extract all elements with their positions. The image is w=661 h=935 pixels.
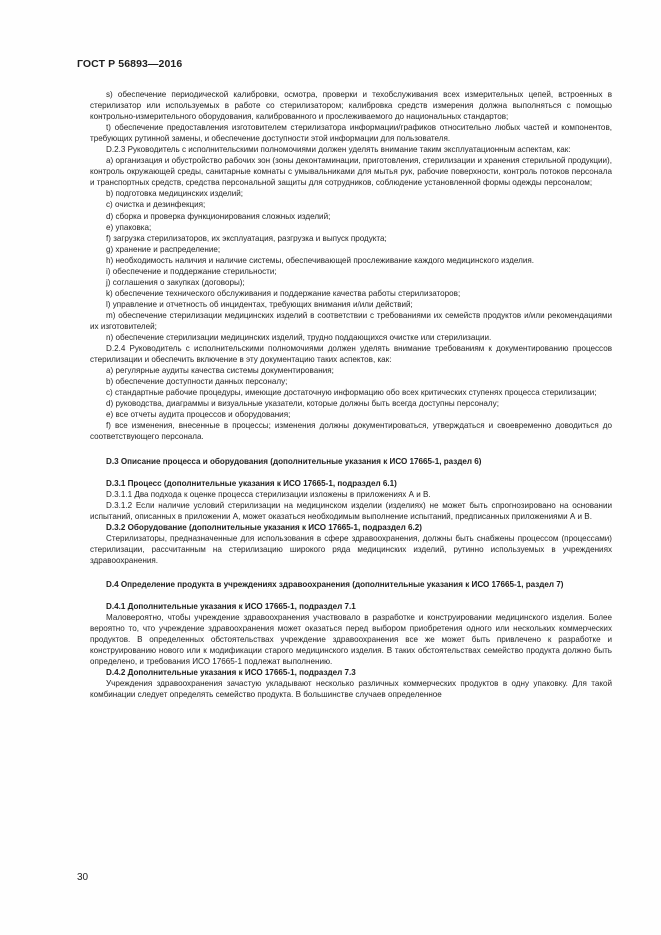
- section-heading: D.3.2 Оборудование (дополнительные указания к ИСО 17665-1, подраздел 6.2): [106, 522, 422, 532]
- paragraph: s) обеспечение периодической калибровки, осмотра, проверки и техобслуживания всех измерительных цепей, встроенных в стерилизатор или используемых в работе со стерилизатором; калибровка средств измерения должна выполняться с помощью контрольно-измерительного оборудования, калиброванного и прослеживаемого до национальных стандартов;: [90, 90, 612, 122]
- document-body: [90, 89, 612, 700]
- page-number: 30: [77, 872, 89, 883]
- paragraph: d) сборка и проверка функционирования сложных изделий;: [106, 211, 331, 221]
- paragraph: h) необходимость наличия и наличие системы, обеспечивающей прослеживание каждого медицинского изделия.: [106, 255, 535, 265]
- paragraph: i) обеспечение и поддержание стерильности;: [106, 266, 277, 276]
- paragraph: f) все изменения, внесенные в процессы; изменения должны документироваться, утверждаться и своевременно доводиться до соответствующего персонала.: [90, 421, 612, 442]
- paragraph: c) очистка и дезинфекция;: [106, 200, 206, 210]
- section-heading: D.3 Описание процесса и оборудования (дополнительные указания к ИСО 17665-1, раздел 6): [106, 456, 482, 466]
- paragraph: n) обеспечение стерилизации медицинских изделий, трудно поддающихся очистке или стерилизации.: [106, 333, 492, 343]
- paragraph: D.3.1.2 Если наличие условий стерилизации на медицинском изделии (изделиях) не может быть спрогнозировано на основании испытаний, описанных в приложении А, может оказаться необходимым выполнение испытаний, предписанных приложениями А и В.: [90, 500, 612, 521]
- paragraph: l) управление и отчетность об инцидентах, требующих внимания и/или действий;: [106, 299, 413, 309]
- paragraph: d) руководства, диаграммы и визуальные указатели, которые должны быть всегда доступны персоналу;: [106, 399, 499, 409]
- paragraph: e) все отчеты аудита процессов и оборудования;: [106, 410, 291, 420]
- paragraph: Маловероятно, чтобы учреждение здравоохранения участвовало в разработке и конструировании медицинского изделия. Более вероятно то, что учреждение здравоохранения может оказаться перед выбором приобретения одного или нескольких коммерческих продуктов. В определенных обстоятельствах учреждение здравоохранения все же может быть привлечено к разработке и конструированию нового или к модификации старого медицинского изделия. В таких обстоятельствах семейство продукта должно быть определено, и требования ИСО 17665-1 подлежат выполнению.: [90, 613, 612, 667]
- section-heading: D.4.1 Дополнительные указания к ИСО 17665-1, подраздел 7.1: [106, 601, 356, 611]
- paragraph: Учреждения здравоохранения зачастую укладывают несколько различных коммерческих продуктов в одну упаковку. Для такой комбинации следует определять семейство продукта. В большинстве случаев определенное: [90, 679, 612, 700]
- paragraph: b) подготовка медицинских изделий;: [106, 189, 244, 199]
- paragraph: m) обеспечение стерилизации медицинских изделий в соответствии с требованиями их семейств продуктов и/или рекомендациями их изготовителей;: [90, 310, 612, 331]
- section-heading: D.3.1 Процесс (дополнительные указания к ИСО 17665-1, подраздел 6.1): [106, 478, 397, 488]
- paragraph: a) регулярные аудиты качества системы документирования;: [106, 366, 334, 376]
- paragraph: D.2.3 Руководитель с исполнительскими полномочиями должен уделять внимание таким эксплуатационным аспектам, как:: [106, 145, 571, 155]
- paragraph: f) загрузка стерилизаторов, их эксплуатация, разгрузка и выпуск продукта;: [106, 233, 387, 243]
- paragraph: a) организация и обустройство рабочих зон (зоны деконтаминации, приготовления, стерилизации и хранения стерильной продукции), контроль окружающей среды, санитарные комнаты с умывальниками для мытья рук, рабочие поверхности, контроль потоков персонала и транспортных средств, средства персональной защиты для сотрудников, соблюдение установленной формы одежды персоналом;: [90, 156, 612, 188]
- section-heading: D.4.2 Дополнительные указания к ИСО 17665-1, подраздел 7.3: [106, 668, 356, 678]
- paragraph: Стерилизаторы, предназначенные для использования в сфере здравоохранения, должны быть снабжены процессом (процессами) стерилизации, рассчитанным на стерилизацию широкого ряда медицинских изделий, рутинно используемых в учреждениях здравоохранения.: [90, 533, 612, 565]
- document-header: ГОСТ Р 56893—2016: [77, 58, 183, 70]
- paragraph: e) упаковка;: [106, 222, 152, 232]
- paragraph: j) соглашения о закупках (договоры);: [106, 277, 245, 287]
- paragraph: D.2.4 Руководитель с исполнительскими полномочиями должен уделять внимание требованиям к документированию процессов стерилизации и обеспечить включение в эту документацию таких аспектов, как:: [90, 344, 612, 365]
- paragraph: b) обеспечение доступности данных персоналу;: [106, 377, 288, 387]
- paragraph: g) хранение и распределение;: [106, 244, 221, 254]
- paragraph: c) стандартные рабочие процедуры, имеющие достаточную информацию обо всех критических ступенях процесса стерилизации;: [106, 388, 597, 398]
- paragraph: D.3.1.1 Два подхода к оценке процесса стерилизации изложены в приложениях А и В.: [106, 489, 431, 499]
- paragraph: t) обеспечение предоставления изготовителем стерилизатора информации/графиков относительно любых частей и компонентов, требующих рутинной замены, и обеспечение доступности этой информации для пользователя.: [90, 123, 612, 144]
- paragraph: k) обеспечение технического обслуживания и поддержание качества работы стерилизаторов;: [106, 288, 461, 298]
- section-heading: D.4 Определение продукта в учреждениях здравоохранения (дополнительные указания к ИСО 17665-1, раздел 7): [106, 579, 564, 589]
